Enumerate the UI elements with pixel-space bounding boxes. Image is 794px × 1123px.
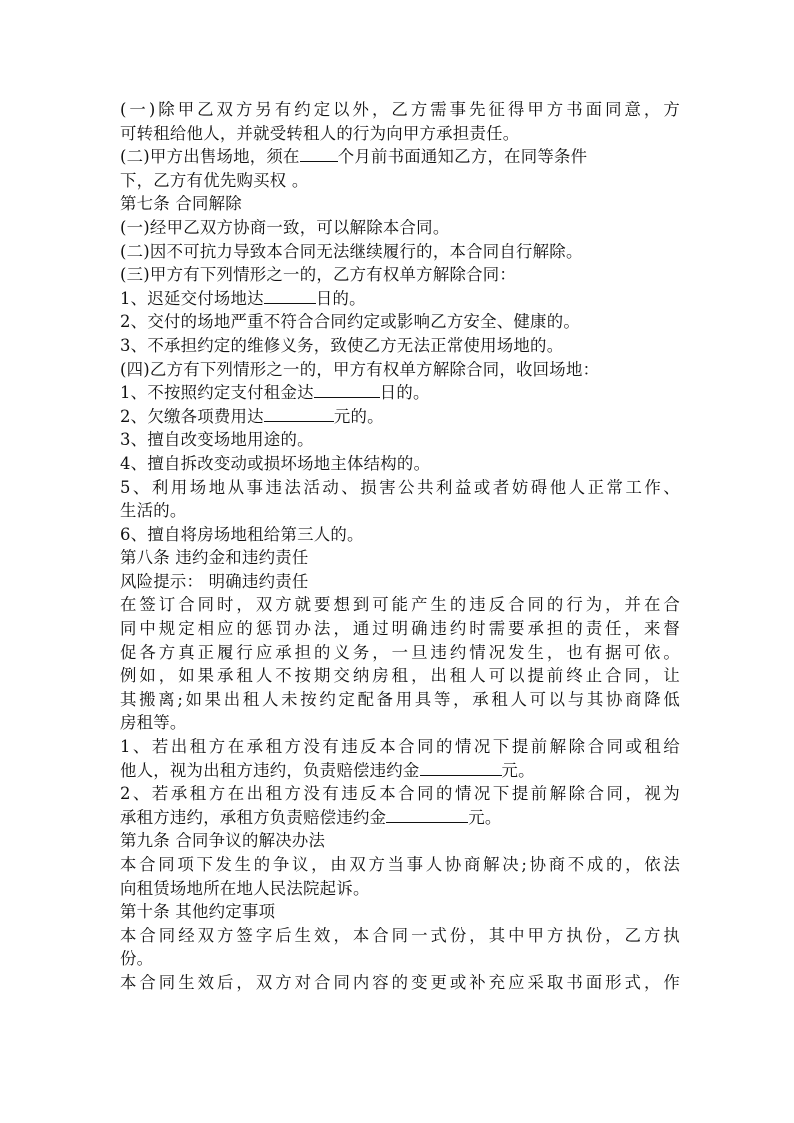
list-item [120, 759, 680, 783]
paragraph-line: (四)乙方有下列情形之一的，甲方有权单方解除合同，收回场地： [120, 359, 600, 379]
section-heading: 第七条 合同解除 [120, 194, 242, 214]
paragraph-line: 在签订合同时，双方就要想到可能产生的违反合同的行为，并在合 [120, 595, 680, 615]
paragraph-line [120, 145, 680, 169]
fill-in-blank [386, 807, 468, 823]
text-segment: 日的。 [379, 383, 430, 403]
list-item: 5、利用场地从事违法活动、损害公共利益或者妨碍他人正常工作、 [120, 477, 680, 497]
text-segment: 个月前书面通知乙方，在同等条件 [337, 147, 588, 167]
paragraph-line: 同中规定相应的惩罚办法，通过明确违约时需要承担的责任，来督 [120, 619, 680, 639]
risk-note: 风险提示： 明确违约责任 [120, 571, 309, 591]
text-segment: 元。 [468, 807, 502, 827]
paragraph-line: 下，乙方有优先购买权 。 [120, 170, 309, 190]
paragraph-line: (三)甲方有下列情形之一的，乙方有权单方解除合同： [120, 265, 517, 285]
paragraph-line: 可转租给他人，并就受转租人的行为向甲方承担责任。 [120, 123, 520, 143]
paragraph-line: 份。 [120, 949, 154, 969]
list-item: 3、擅自改变场地用途的。 [120, 430, 314, 450]
paragraph-line: (一)经甲乙双方协商一致，可以解除本合同。 [120, 217, 450, 237]
text-segment: 1、不按照约定支付租金达 [120, 383, 314, 403]
fill-in-blank [264, 406, 334, 422]
text-segment: 元。 [501, 760, 535, 780]
list-item [120, 381, 680, 405]
paragraph-line: (二)因不可抗力导致本合同无法继续履行的，本合同自行解除。 [120, 241, 583, 261]
section-heading: 第八条 违约金和违约责任 [120, 548, 309, 568]
text-segment: 日的。 [315, 288, 366, 308]
fill-in-blank [314, 382, 380, 398]
paragraph-line: 本合同生效后，双方对合同内容的变更或补充应采取书面形式，作 [120, 972, 680, 992]
paragraph-line: 其搬离;如果出租人未按约定配备用具等，承租人可以与其协商降低 [120, 689, 680, 709]
list-item [120, 287, 680, 311]
text-segment: 1、迟延交付场地达 [120, 288, 264, 308]
paragraph-line: 本合同经双方签字后生效，本合同一式份，其中甲方执份，乙方执 [120, 925, 680, 945]
section-heading: 第十条 其他约定事项 [120, 902, 276, 922]
paragraph-line: 向租赁场地所在地人民法院起诉。 [120, 878, 370, 898]
paragraph-line: 促各方真正履行应承担的义务，一旦违约情况发生，也有据可依。 [120, 642, 680, 662]
text-segment: 承租方违约，承租方负责赔偿违约金 [120, 807, 387, 827]
paragraph-line: 例如，如果承租人不按期交纳房租，出租人可以提前终止合同，让 [120, 666, 680, 686]
paragraph-line: (一)除甲乙双方另有约定以外，乙方需事先征得甲方书面同意，方 [120, 100, 680, 119]
section-heading: 第九条 合同争议的解决办法 [120, 831, 326, 851]
list-item: 1、若出租方在承租方没有违反本合同的情况下提前解除合同或租给 [120, 737, 680, 757]
list-item: 2、若承租方在出租方没有违反本合同的情况下提前解除合同，视为 [120, 784, 680, 804]
text-segment: 他人，视为出租方违约，负责赔偿违约金 [120, 760, 420, 780]
paragraph-line: 房租等。 [120, 713, 187, 733]
contract-text [120, 98, 680, 995]
fill-in-blank [420, 760, 502, 776]
list-item: 6、擅自将房场地租给第三人的。 [120, 524, 364, 544]
paragraph-line: 本合同项下发生的争议，由双方当事人协商解决;协商不成的，依法 [120, 855, 680, 874]
fill-in-blank [264, 288, 316, 304]
text-segment: 元的。 [333, 406, 384, 426]
list-item: 2、交付的场地严重不符合合同约定或影响乙方安全、健康的。 [120, 312, 580, 332]
list-item: 4、擅自拆改变动或损坏场地主体结构的。 [120, 453, 431, 473]
fill-in-blank [300, 146, 338, 162]
list-item [120, 405, 680, 429]
text-segment: (二)甲方出售场地，须在 [120, 147, 300, 167]
list-item [120, 806, 680, 830]
text-segment: 2、欠缴各项费用达 [120, 406, 264, 426]
list-item: 生活的。 [120, 501, 187, 521]
list-item: 3、不承担约定的维修义务，致使乙方无法正常使用场地的。 [120, 335, 564, 355]
